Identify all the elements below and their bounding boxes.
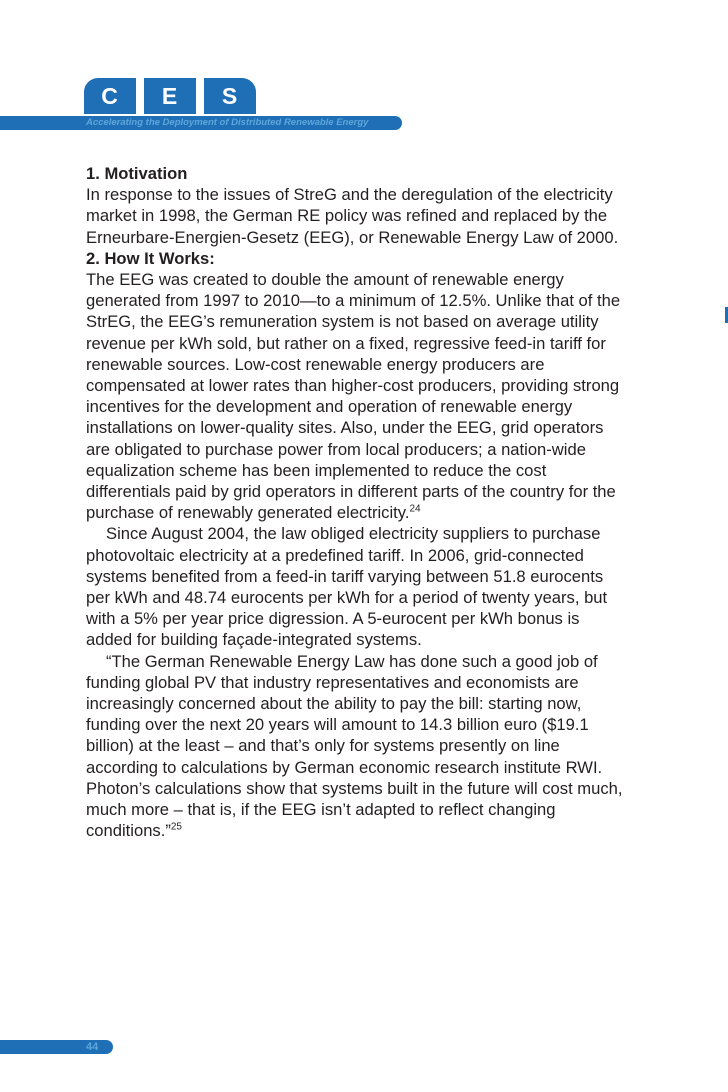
section-text-how-it-works xyxy=(86,269,626,523)
tagline: Accelerating the Deployment of Distributed Renewable Energy xyxy=(86,117,369,128)
logo-letter-c: C xyxy=(84,78,136,114)
section-heading-motivation: 1. Motivation xyxy=(86,164,188,183)
paragraph-tariff: Since August 2004, the law obliged electricity suppliers to purchase photovoltaic electricity at a predefined tariff. In 2006, grid-connected systems benefited from a feed-in tariff varying between 51.8 eurocents per kWh and 48.74 eurocents per kWh for a period of twenty years, but with a 5% per year price digression. A 5-eurocent per kWh bonus is added for building façade-integrated systems. xyxy=(86,524,608,650)
paragraph-quote xyxy=(86,651,626,842)
ces-logo xyxy=(84,78,256,114)
logo-letter-e: E xyxy=(144,78,196,114)
section-heading-how-it-works: 2. How It Works: xyxy=(86,248,215,268)
logo-letter-s: S xyxy=(204,78,256,114)
quote-body: “The German Renewable Energy Law has done such a good job of funding global PV that industry representatives and economists are increasingly concerned about the ability to pay the bill: starting now, funding over the next 20 years will amount to 14.3 billion euro ($19.1 billion) at the least – and that’s only for systems presently on line according to calculations by German economic research institute RWI. Photon’s calculations show that systems built in the future will cost much, much more – that is, if the EEG isn’t adapted to reflect changing conditions.” xyxy=(86,651,623,841)
footnote-ref-25: 25 xyxy=(170,821,182,833)
footnote-ref-24: 24 xyxy=(409,503,421,515)
section-text-motivation: In response to the issues of StreG and the deregulation of the electricity market in 1998, the German RE policy was refined and replaced by the Erneurbare-Energien-Gesetz (EEG), or Renewable Energy Law of 2000. xyxy=(86,185,619,247)
page-content xyxy=(86,163,626,842)
page-number: 44 xyxy=(86,1041,99,1053)
how-it-works-body: The EEG was created to double the amount of renewable energy generated from 1997 to 2010—to a minimum of 12.5%. Unlike that of the StrEG, the EEG’s remuneration system is not based on average utility revenue per kWh sold, but rather on a fixed, regressive feed-in tariff for renewable sources. Low-cost renewable energy producers are compensated at lower rates than higher-cost producers, providing strong incentives for the development and operation of renewable energy installations on lower-quality sites. Also, under the EEG, grid operators are obligated to purchase power from local producers; a nation-wide equalization scheme has been implemented to reduce the cost differentials paid by grid operators in different parts of the country for the purchase of renewably generated electricity. xyxy=(86,270,621,523)
